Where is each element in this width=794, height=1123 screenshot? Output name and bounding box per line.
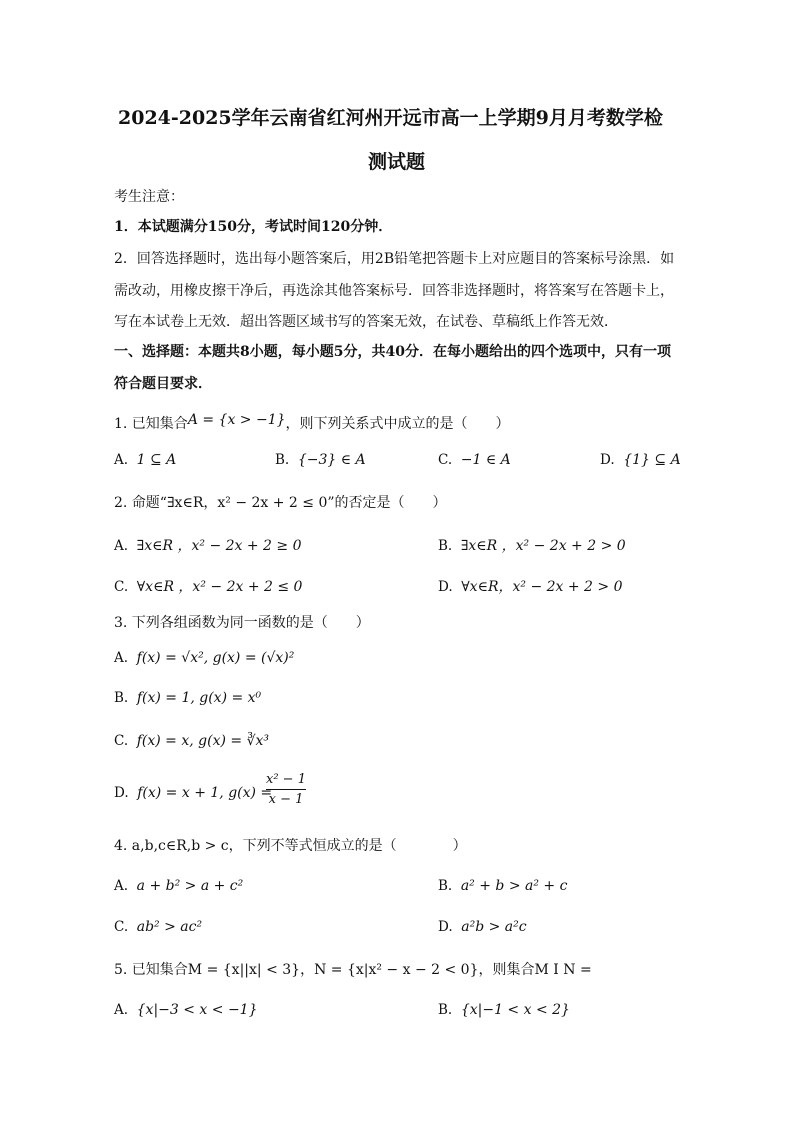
option-text: ∃x∈R ，x² − 2x + 2 > 0 <box>460 538 626 554</box>
question-1-option-b[interactable] <box>275 452 366 468</box>
option-label: D. <box>438 919 453 935</box>
fraction-numerator: x² − 1 <box>266 772 306 790</box>
option-text: f(x) = √x², g(x) = (√x)² <box>136 650 295 666</box>
question-1-option-c[interactable] <box>438 452 511 468</box>
option-label: B. <box>438 1002 453 1018</box>
question-2-option-b[interactable] <box>438 535 626 555</box>
option-text: f(x) = x, g(x) = ∛x³ <box>136 733 270 749</box>
option-text: 1 ⊆ A <box>136 452 177 468</box>
option-label: D. <box>438 579 453 595</box>
option-label: C. <box>114 733 129 749</box>
option-label: B. <box>275 452 290 468</box>
question-2-option-a[interactable] <box>114 535 302 555</box>
option-text: ∀x∈R，x² − 2x + 2 > 0 <box>461 579 623 595</box>
option-label: D. <box>600 452 615 468</box>
option-label: B. <box>114 690 129 706</box>
option-label: C. <box>114 919 129 935</box>
option-text: {1} ⊆ A <box>623 452 681 468</box>
option-text: {−3} ∈ A <box>297 452 366 468</box>
question-1-prefix: 1. 已知集合 <box>114 416 188 432</box>
question-5-stem: 5. 已知集合M = {x||x| < 3}，N = {x|x² − x − 2 < 0}，则集合M I N = <box>114 962 592 978</box>
option-text: {x|−3 < x < −1} <box>136 1002 258 1018</box>
notice-item-2-line3: 写在本试卷上无效．超出答题区域书写的答案无效，在试卷、草稿纸上作答无效． <box>114 314 618 330</box>
option-label: B. <box>438 538 453 554</box>
option-text: a + b² > a + c² <box>136 878 244 894</box>
option-text: {x|−1 < x < 2} <box>460 1002 570 1018</box>
question-1-option-d[interactable] <box>600 452 681 468</box>
question-2-stem: 2. 命题“∃x∈R，x² − 2x + 2 ≤ 0”的否定是（ ） <box>114 495 447 511</box>
option-label: D. <box>114 785 129 801</box>
section-heading-line1: 一、选择题：本题共8小题，每小题5分，共40分．在每小题给出的四个选项中，只有一项 <box>114 344 671 360</box>
question-4-option-c[interactable] <box>114 919 202 935</box>
question-3-option-b[interactable] <box>114 690 261 706</box>
option-text: a² + b > a² + c <box>460 878 568 894</box>
notice-heading: 考生注意： <box>114 189 184 205</box>
page-title-line1: 2024-2025学年云南省红河州开远市高一上学期9月月考数学检 <box>118 107 663 129</box>
option-label: A. <box>114 650 129 666</box>
question-3-option-c[interactable] <box>114 733 269 749</box>
question-1-suffix: ，则下列关系式中成立的是（ ） <box>285 416 510 432</box>
question-1-set: A = {x > −1} <box>187 412 286 428</box>
question-1-stem <box>114 413 510 433</box>
question-3-option-a[interactable] <box>114 650 294 666</box>
option-label: A. <box>114 1002 129 1018</box>
question-5-option-b[interactable] <box>438 1002 570 1018</box>
page-title-line2: 测试题 <box>368 151 426 173</box>
option-label: C. <box>438 452 453 468</box>
option-text: ∃x∈R ，x² − 2x + 2 ≥ 0 <box>136 538 302 554</box>
option-text: ∀x∈R ，x² − 2x + 2 ≤ 0 <box>136 579 303 595</box>
question-3-option-d[interactable] <box>114 785 272 801</box>
option-text: a²b > a²c <box>461 919 527 935</box>
question-4-stem: 4. a,b,c∈R,b > c，下列不等式恒成立的是（ ） <box>114 838 467 854</box>
question-4-option-b[interactable] <box>438 878 567 894</box>
option-text: ab² > ac² <box>136 919 203 935</box>
question-3-stem: 3. 下列各组函数为同一函数的是（ ） <box>114 615 370 631</box>
question-5-option-a[interactable] <box>114 1002 258 1018</box>
option-label: B. <box>438 878 453 894</box>
fraction-denominator: x − 1 <box>268 792 304 807</box>
option-label: A. <box>114 878 129 894</box>
option-label: C. <box>114 579 129 595</box>
notice-item-1: 1．本试题满分150分，考试时间120分钟． <box>114 219 393 235</box>
notice-item-2-line1: 2．回答选择题时，选出每小题答案后，用2B铅笔把答题卡上对应题目的答案标号涂黑．如 <box>114 251 675 267</box>
notice-item-2-line2: 需改动，用橡皮擦干净后，再选涂其他答案标号．回答非选择题时，将答案写在答题卡上， <box>114 283 674 299</box>
option-label: A. <box>114 452 129 468</box>
question-4-option-a[interactable] <box>114 878 243 894</box>
question-4-option-d[interactable] <box>438 919 527 935</box>
option-label: A. <box>114 538 129 554</box>
question-2-option-c[interactable] <box>114 576 302 596</box>
question-1-option-a[interactable] <box>114 452 176 468</box>
option-text: f(x) = x + 1, g(x) = <box>137 785 273 801</box>
option-text: −1 ∈ A <box>460 452 511 468</box>
option-text: f(x) = 1, g(x) = x⁰ <box>136 690 262 706</box>
section-heading-line2: 符合题目要求． <box>114 376 212 392</box>
question-2-option-d[interactable] <box>438 576 623 596</box>
question-3-fraction <box>266 772 306 807</box>
